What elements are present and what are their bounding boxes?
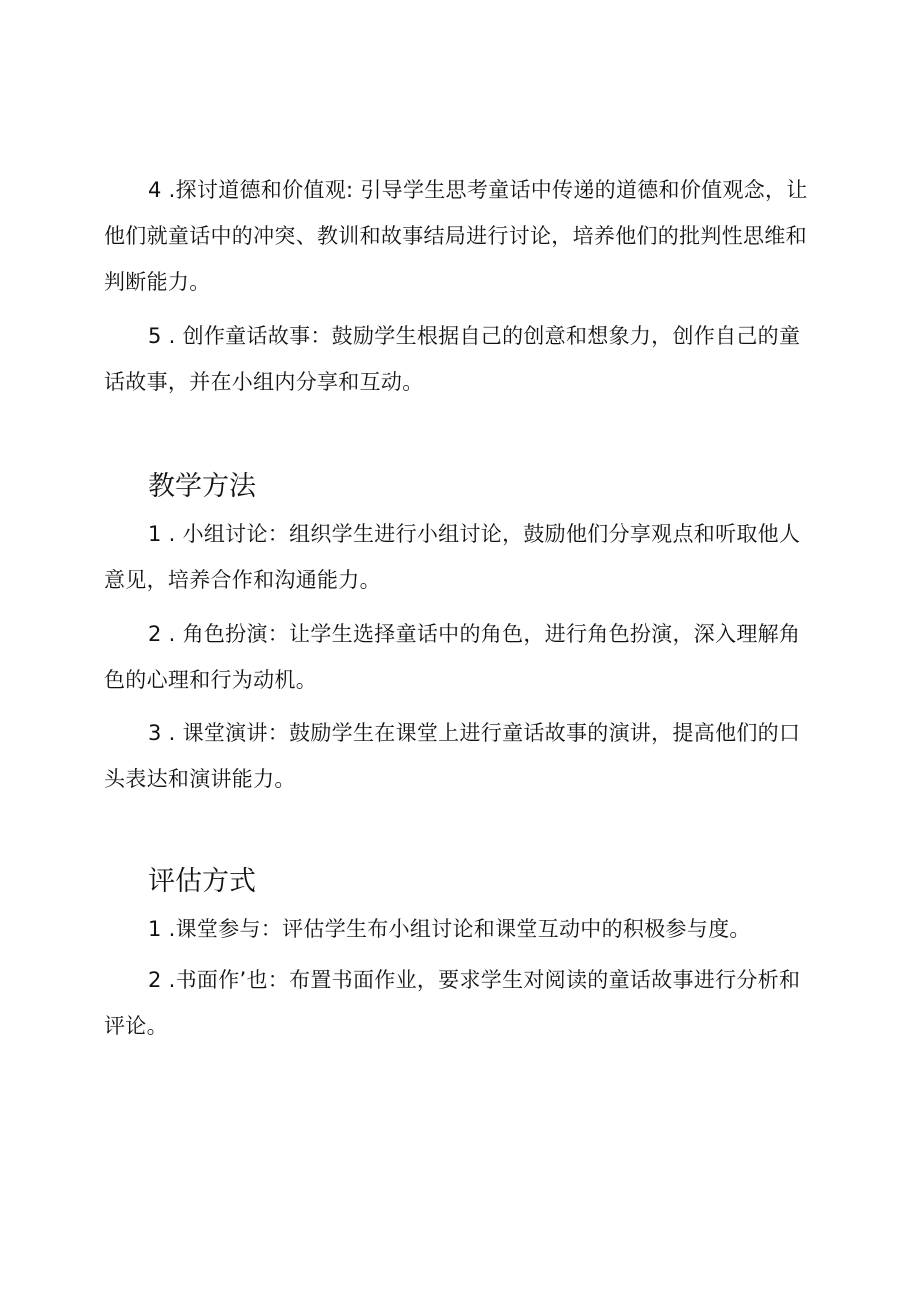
paragraph-method-1: 1 . 小组讨论：组织学生进行小组讨论，鼓励他们分享观点和听取他人意见，培养合作和沟通能力。 xyxy=(104,522,801,592)
section-heading-assessment: 评估方式 xyxy=(148,866,256,897)
paragraph-activity-5: 5 . 创作童话故事：鼓励学生根据自己的创意和想象力，创作自己的童话故事，并在小组内分享和互动。 xyxy=(104,324,801,394)
section-heading-teaching-methods: 教学方法 xyxy=(148,471,256,502)
paragraph-assessment-1: 1 .课堂参与：评估学生布小组讨论和课堂互动中的积极参与度。 xyxy=(148,917,751,941)
paragraph-activity-4: 4 .探讨道德和价值观: 引导学生思考童话中传递的道德和价值观念，让他们就童话中的冲突、教训和故事结局进行讨论，培养他们的批判性思维和判断能力。 xyxy=(104,178,808,294)
paragraph-assessment-2: 2 .书面作’也：布置书面作业，要求学生对阅读的童话故事进行分析和评论。 xyxy=(104,968,801,1038)
paragraph-method-3: 3 . 课堂演讲：鼓励学生在课堂上进行童话故事的演讲，提高他们的口头表达和演讲能力。 xyxy=(104,721,801,791)
paragraph-method-2: 2 . 角色扮演：让学生选择童话中的角色，进行角色扮演，深入理解角色的心理和行为动机。 xyxy=(104,622,801,692)
